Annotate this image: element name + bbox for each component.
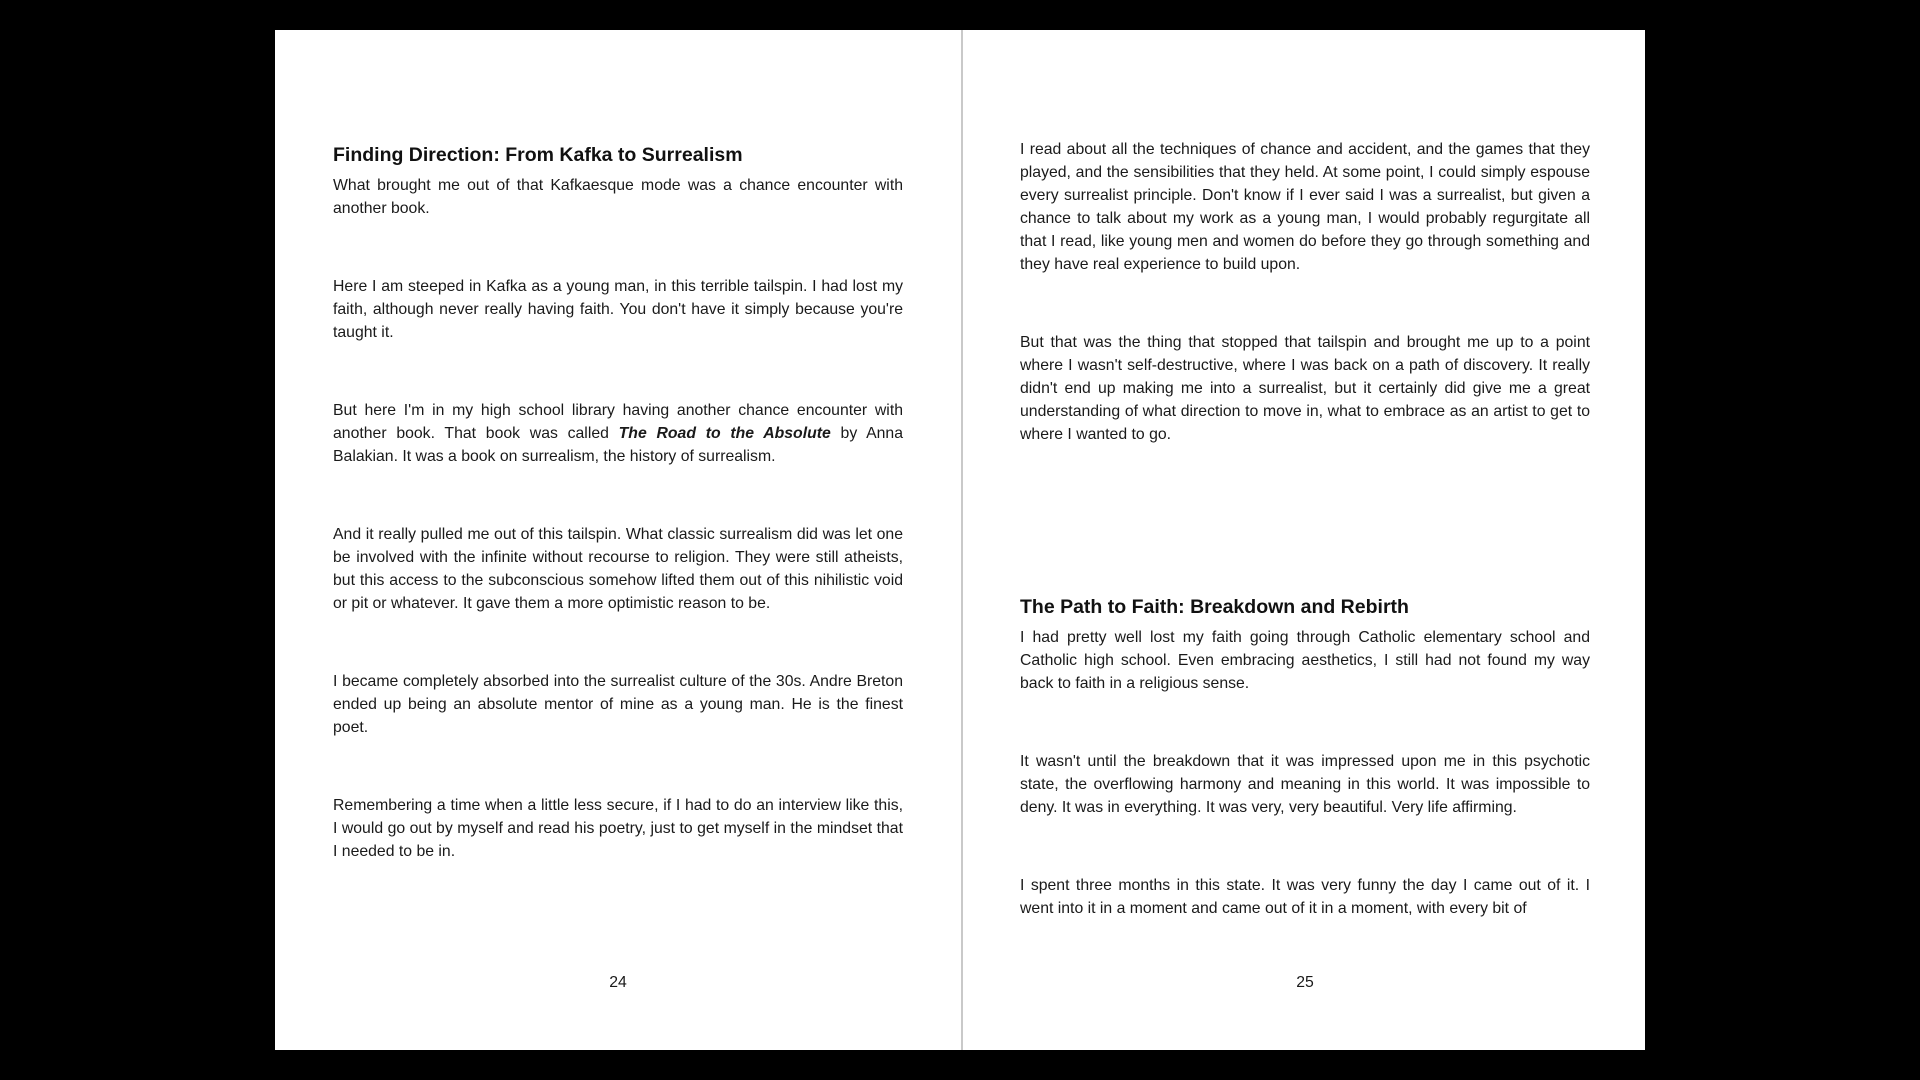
paragraph: Remembering a time when a little less secure, if I had to do an interview like this, I would go out by myself and read his poetry, just to get myself in the mindset that I needed to be in. — [333, 797, 903, 860]
paragraph: I read about all the techniques of chance and accident, and the games that they played, and the sensibilities that they held. At some point, I could simply espouse every surrealist principle. Don't know if I ever said I was a surrealist, but given a chance to talk about my work as a young man, I would probably regurgitate all that I read, like young men and women do before they go through something and they have real experience to build upon. — [1020, 141, 1590, 273]
paragraph — [333, 399, 903, 468]
left-page — [275, 30, 961, 1050]
section-heading: Finding Direction: From Kafka to Surrealism — [333, 144, 743, 166]
paragraph-text: by Anna Balakian. It was a book on surrealism, the history of surrealism. — [333, 425, 903, 465]
paragraph: It wasn't until the breakdown that it was impressed upon me in this psychotic state, the overflowing harmony and meaning in this world. It was impossible to deny. It was in everything. It was very, very beautiful. Very life affirming. — [1020, 753, 1590, 816]
paragraph: I had pretty well lost my faith going through Catholic elementary school and Catholic high school. Even embracing aesthetics, I still had not found my way back to faith in a religious sense. — [1020, 629, 1590, 692]
book-title: The Road to the Absolute — [618, 425, 831, 442]
paragraph: But that was the thing that stopped that tailspin and brought me up to a point where I wasn't self-destructive, where I was back on a path of discovery. It really didn't end up making me into a surrealist, but it certainly did give me a great understanding of what direction to move in, what to embrace as an artist to get to where I wanted to go. — [1020, 334, 1590, 443]
right-page — [963, 30, 1645, 1050]
page-number: 24 — [609, 974, 627, 991]
paragraph: I became completely absorbed into the surrealist culture of the 30s. Andre Breton ended up being an absolute mentor of mine as a young man. He is the finest poet. — [333, 673, 903, 736]
paragraph: I spent three months in this state. It was very funny the day I came out of it. I went into it in a moment and came out of it in a moment, with every bit of — [1020, 877, 1590, 917]
left-page-content — [333, 142, 903, 918]
section-heading: The Path to Faith: Breakdown and Rebirth — [1020, 596, 1409, 618]
paragraph: What brought me out of that Kafkaesque mode was a chance encounter with another book. — [333, 177, 903, 217]
page-number: 25 — [1296, 974, 1314, 991]
right-page-content — [1020, 138, 1590, 975]
section — [1020, 594, 1590, 920]
paragraph-text: But here I'm in my high school library having another chance encounter with another book. That book was called — [333, 402, 903, 442]
book-spread — [275, 30, 1645, 1050]
paragraph: And it really pulled me out of this tailspin. What classic surrealism did was let one be involved with the infinite without recourse to religion. They were still atheists, but this access to the subconscious somehow lifted them out of this nihilistic void or pit or whatever. It gave them a more optimistic reason to be. — [333, 526, 903, 612]
paragraph: Here I am steeped in Kafka as a young man, in this terrible tailspin. I had lost my faith, although never really having faith. You don't have it simply because you're taught it. — [333, 278, 903, 341]
